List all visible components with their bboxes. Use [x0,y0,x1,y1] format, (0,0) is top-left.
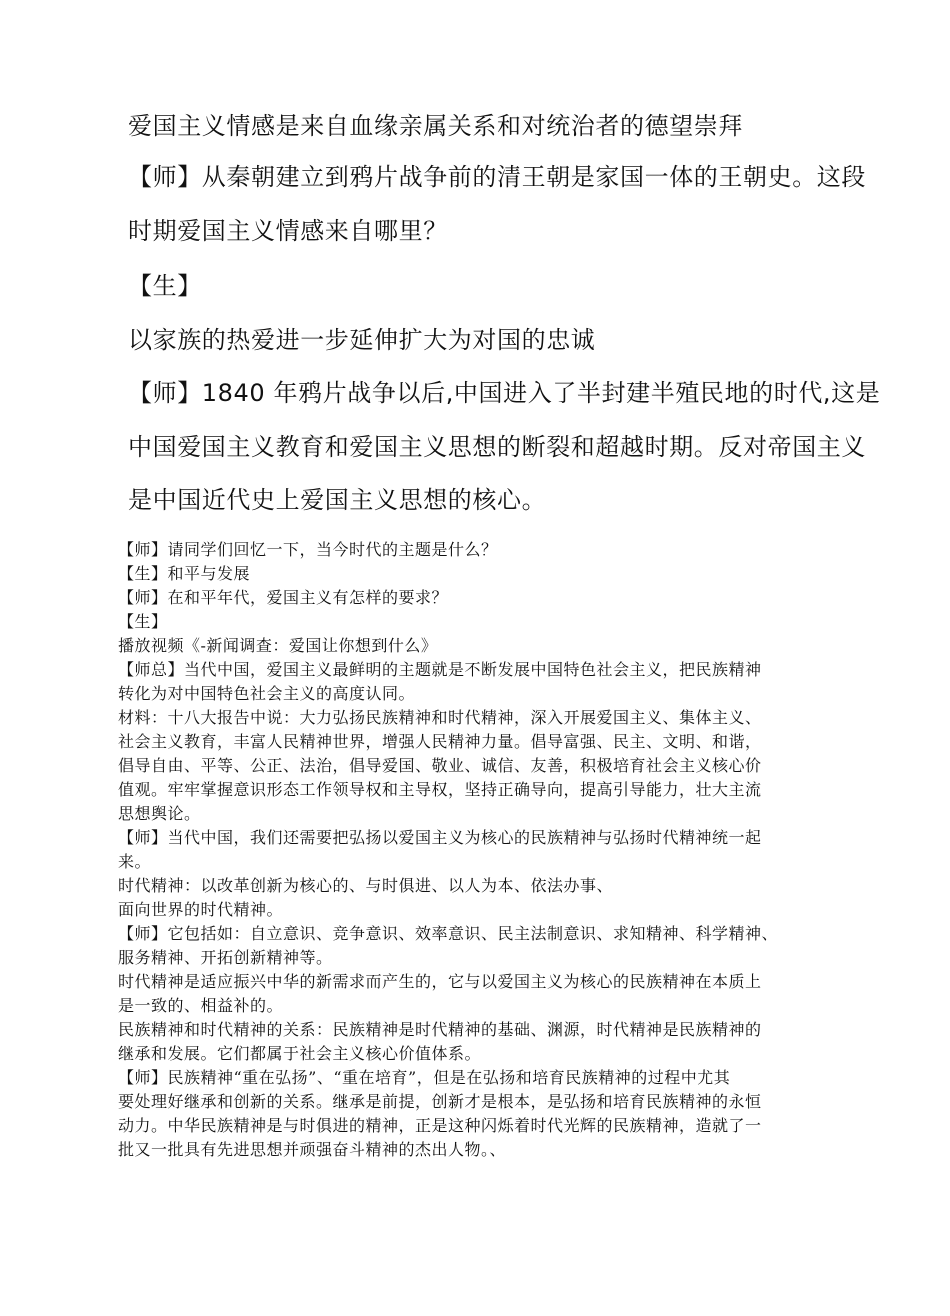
text-line: 时代精神是适应振兴中华的新需求而产生的，它与以爱国主义为核心的民族精神在本质上 [118,972,762,991]
large-text-line: 【生】 [128,272,202,300]
text-line: 继承和发展。它们都属于社会主义核心价值体系。 [118,1044,482,1063]
text-line: 服务精神、开拓创新精神等。 [118,948,333,967]
text-line: 【师】请同学们回忆一下，当今时代的主题是什么？ [118,540,498,559]
text-line: 【生】 [118,612,168,631]
text-line: 要处理好继承和创新的关系。继承是前提，创新才是根本，是弘扬和培育民族精神的永恒 [118,1092,762,1111]
text-line: 【生】和平与发展 [118,564,251,583]
large-text-line: 时期爱国主义情感来自哪里？ [128,217,448,245]
text-line: 转化为对中国特色社会主义的高度认同。 [118,684,416,703]
text-line: 面向世界的时代精神。 [118,900,284,919]
text-line: 社会主义教育，丰富人民精神世界，增强人民精神力量。倡导富强、民主、文明、和谐， [118,732,762,751]
text-line: 动力。中华民族精神是与时俱进的精神，正是这种闪烁着时代光辉的民族精神，造就了一 [118,1116,762,1135]
large-text-line: 爱国主义情感是来自血缘亲属关系和对统治者的德望崇拜 [128,112,743,140]
large-text-line: 是中国近代史上爱国主义思想的核心。 [128,486,547,514]
text-line: 材料：十八大报告中说：大力弘扬民族精神和时代精神，深入开展爱国主义、集体主义、 [118,708,762,727]
text-line: 【师】在和平年代，爱国主义有怎样的要求？ [118,588,449,607]
body-text-block [118,538,848,1162]
text-line: 批又一批具有先进思想并顽强奋斗精神的杰出人物。、 [118,1140,507,1159]
text-line: 【师】当代中国，我们还需要把弘扬以爱国主义为核心的民族精神与弘扬时代精神统一起 [118,828,762,847]
text-line: 思想舆论。 [118,804,201,823]
text-line: 倡导自由、平等、公正、法治，倡导爱国、敬业、诚信、友善，积极培育社会主义核心价 [118,756,762,775]
text-line: 【师】它包括如：自立意识、竞争意识、效率意识、民主法制意识、求知精神、科学精神、 [118,924,779,943]
text-line: 来。 [118,852,152,871]
text-line: 是一致的、相益补的。 [118,996,284,1015]
large-text-line: 以家族的热爱进一步延伸扩大为对国的忠诚 [128,326,596,354]
text-line: 民族精神和时代精神的关系：民族精神是时代精神的基础、渊源，时代精神是民族精神的 [118,1020,762,1039]
text-line: 时代精神：以改革创新为核心的、与时俱进、以人为本、依法办事、 [118,876,614,895]
text-line: 【师】民族精神“重在弘扬”、“重在培育”，但是在弘扬和培育民族精神的过程中尤其 [118,1068,731,1087]
text-line: 【师总】当代中国，爱国主义最鲜明的主题就是不断发展中国特色社会主义，把民族精神 [118,660,762,679]
text-line: 播放视频《-新闻调查：爱国让你想到什么》 [118,636,438,655]
text-line: 值观。牢牢掌握意识形态工作领导权和主导权，坚持正确导向，提高引导能力，壮大主流 [118,780,762,799]
large-text-line: 【师】从秦朝建立到鸦片战争前的清王朝是家国一体的王朝史。这段 [128,163,866,191]
large-text-line: 中国爱国主义教育和爱国主义思想的断裂和超越时期。反对帝国主义 [128,433,866,461]
large-text-line: 【师】1840 年鸦片战争以后,中国进入了半封建半殖民地的时代,这是 [128,379,881,407]
